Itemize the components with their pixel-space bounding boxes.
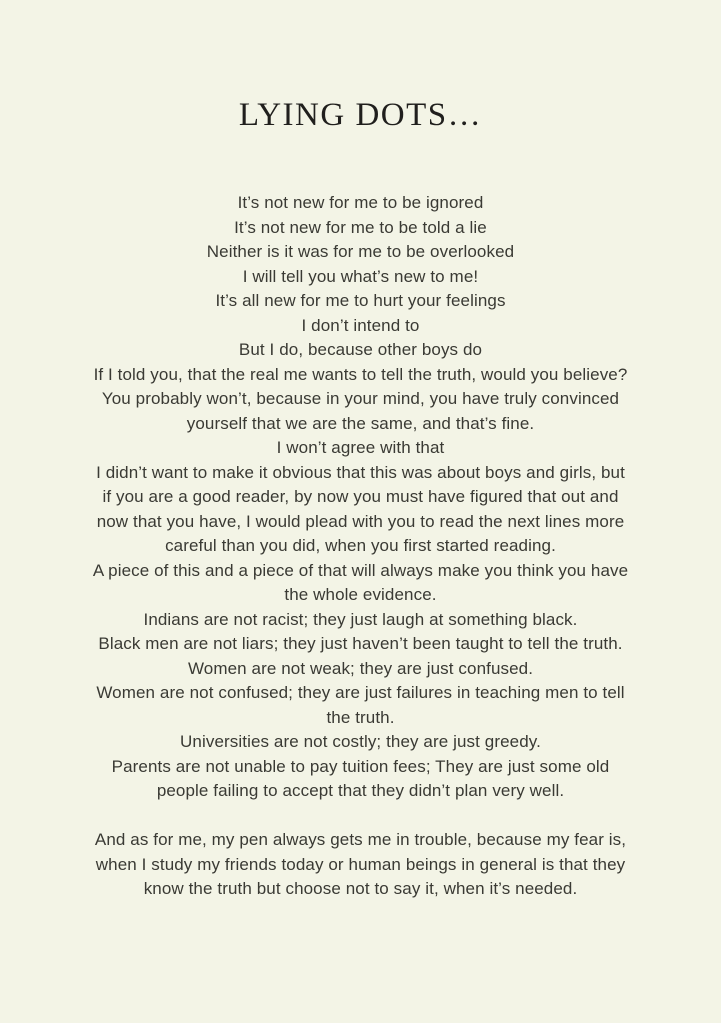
poem-line: You probably won’t, because in your mind, you have truly convinced [101, 389, 620, 408]
poem-line: now that you have, I would plead with you to read the next lines more [96, 511, 625, 531]
poem-line: Neither is it was for me to be overlooked [206, 242, 515, 261]
poem-line: careful than you did, when you first started reading. [165, 536, 556, 555]
poem-line: I won’t agree with that [276, 438, 445, 457]
poem-line: But I do, because other boys do [238, 340, 483, 359]
poem-line: Women are not weak; they are just confused. [187, 658, 534, 678]
poem-body [0, 191, 721, 902]
poem-line: Indians are not racist; they just laugh at something black. [143, 609, 578, 629]
poem-line: people failing to accept that they didn’t plan very well. [156, 781, 565, 800]
poem-line: It’s not new for me to be ignored [237, 193, 484, 212]
poem-line: A piece of this and a piece of that will always make you think you have [92, 560, 629, 580]
poem-line: If I told you, that the real me wants to tell the truth, would you believe? [93, 364, 628, 384]
poem-line: Parents are not unable to pay tuition fees; They are just some old [111, 756, 610, 776]
poem-line: Universities are not costly; they are just greedy. [180, 732, 541, 751]
poem-line: the truth. [326, 707, 395, 727]
poem-line: I don’t intend to [301, 315, 420, 335]
poem-line: I didn’t want to make it obvious that this was about boys and girls, but [96, 462, 625, 482]
page-title: LYING DOTS… [238, 97, 483, 133]
poem-line: when I study my friends today or human beings in general is that they [95, 854, 626, 874]
poem-line: yourself that we are the same, and that’s fine. [186, 413, 535, 433]
poem-line: I will tell you what’s new to me! [242, 266, 479, 286]
poem-line: It’s all new for me to hurt your feelings [215, 291, 506, 310]
poem-line: And as for me, my pen always gets me in trouble, because my fear is, [94, 830, 627, 849]
poem-line: if you are a good reader, by now you must have figured that out and [102, 487, 619, 506]
poem-line: It’s not new for me to be told a lie [234, 217, 487, 237]
poem-line: the whole evidence. [284, 585, 437, 604]
poem-line: Women are not confused; they are just failures in teaching men to tell [96, 683, 625, 702]
stanza [0, 191, 721, 804]
poem-line: Black men are not liars; they just haven’t been taught to tell the truth. [98, 634, 623, 653]
stanza [0, 828, 721, 902]
poem-line: know the truth but choose not to say it, when it’s needed. [143, 879, 578, 898]
